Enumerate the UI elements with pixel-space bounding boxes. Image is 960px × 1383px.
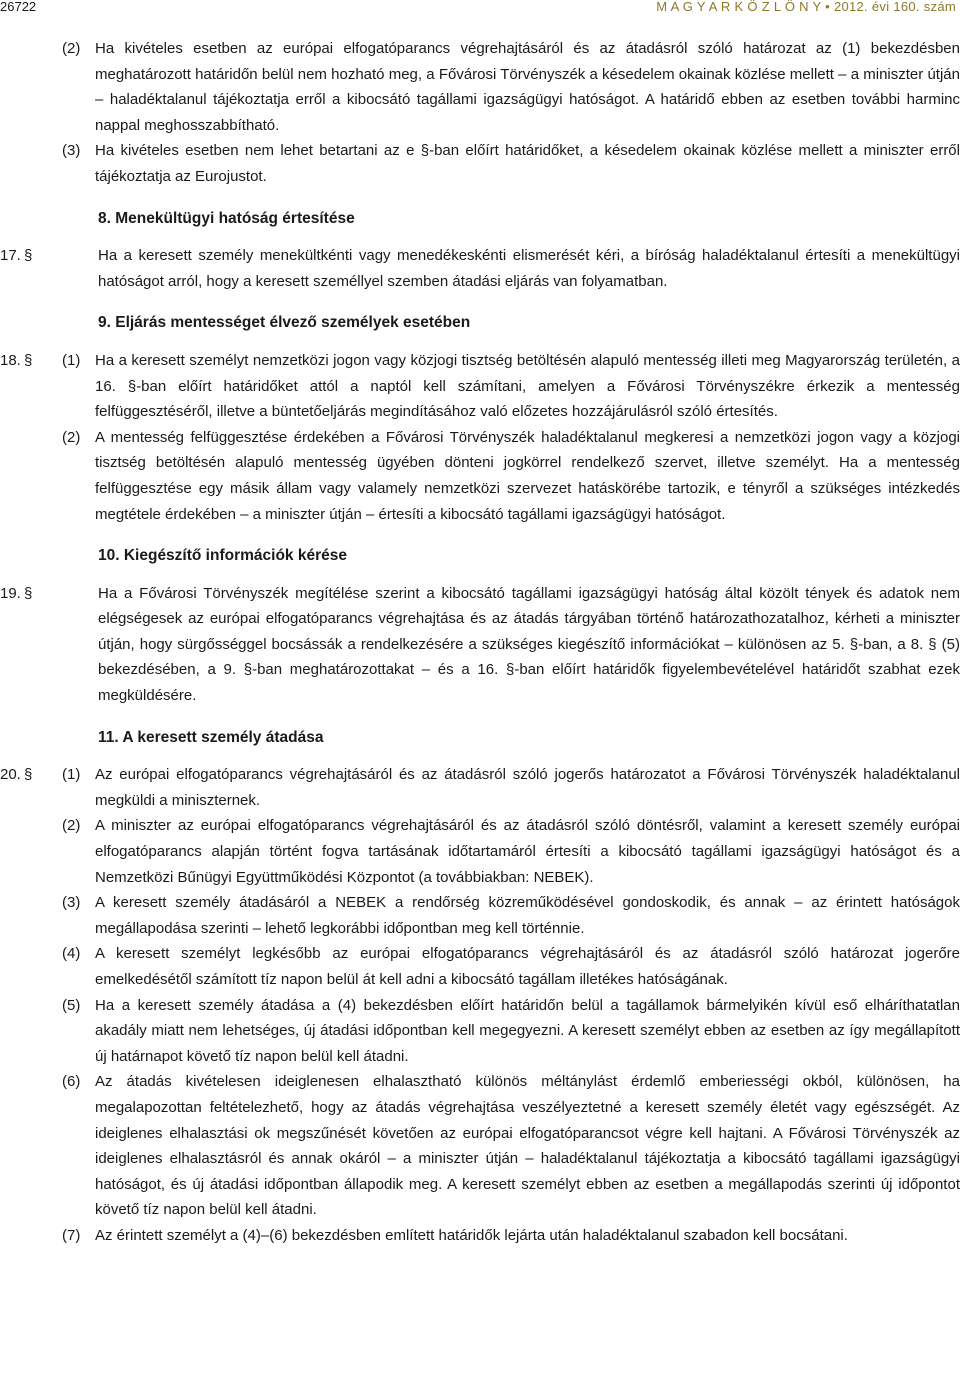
section-number	[0, 1069, 24, 1223]
paragraph	[0, 1069, 960, 1223]
paragraph-text: Ha kivételes esetben nem lehet betartani az e §-ban előírt határidőket, a késedelem okainak közlése mellett a miniszter erről tájékoztatja az Eurojustot.	[95, 142, 960, 185]
section-sign	[24, 36, 62, 138]
paragraph-text: Az átadás kivételesen ideiglenesen elhalasztható különös méltánylást érdemlő emberiességi okból, különösen, ha megalapozottan feltételezhető, hogy az átadás végrehajtása veszélyeztetné a keresett személy életét vagy egészségét. Az ideiglenes elhalasztási ok megszűnését követően az európai elfogatóparancsot végre kell hajtani. A Fővárosi Törvényszék az ideiglenes elhalasztásról és annak okáról – a miniszter útján – haladéktalanul tájékoztatja a kibocsátó tagállami igazságügyi hatóságot, és új átadási időpontban állapodik meg. A keresett személyt ebben az esetben a megállapodás szerinti új időpontot követő tíz napon belül kell átadni.	[95, 1073, 960, 1219]
section-number	[0, 36, 24, 138]
section-number	[0, 1223, 24, 1249]
paragraph	[0, 243, 960, 294]
paragraph-text: Az érintett személyt a (4)–(6) bekezdésben említett határidők lejárta után haladéktalanul szabadon kell bocsátani.	[95, 1226, 848, 1244]
section-number: 17.	[0, 247, 21, 265]
section-sign: §	[24, 766, 33, 784]
section-sign	[24, 941, 62, 992]
section-number	[0, 890, 24, 941]
section-heading: 11. A keresett személy átadása	[98, 728, 324, 746]
paragraph-text: Ha a keresett személy átadása a (4) bekezdésben előírt határidőn belül a tagállamok bármelyikén kívül eső elháríthatatlan akadály miatt nem lehetséges, új átadási időpontban kell megegyezni. A keresett személyt ebben az esetben az így megállapított új határnapot követő tíz napon belül kell átadni.	[95, 996, 960, 1065]
section-sign	[24, 890, 62, 941]
section-number	[0, 138, 24, 189]
section-sign: §	[24, 351, 33, 369]
paragraph	[0, 425, 960, 527]
subsection-number: (2)	[62, 817, 81, 835]
paragraph-text: Ha kivételes esetben az európai elfogatóparancs végrehajtásáról és az átadásról szóló határozat az (1) bekezdésben meghatározott határidőn belül nem hozható meg, a Fővárosi Törvényszék a késedelem okainak közlése mellett – a miniszter útján – haladéktalanul tájékoztatja erről a kibocsátó tagállami igazságügyi hatóságot. A határidő ebben az esetben további harminc nappal meghosszabbítható.	[95, 40, 960, 134]
section-sign	[24, 425, 62, 527]
section-number: 18.	[0, 351, 21, 369]
section-number	[0, 813, 24, 890]
section-number	[0, 993, 24, 1070]
paragraph	[0, 890, 960, 941]
paragraph	[0, 36, 960, 138]
subsection-number: (5)	[62, 996, 81, 1014]
paragraph-text: A keresett személyt legkésőbb az európai elfogatóparancs végrehajtásáról és az átadásról szóló határozat jogerőre emelkedésétől számított tíz napon belül át kell adni a kibocsátó tagállam illetékes hatóságának.	[95, 945, 960, 988]
section-sign	[24, 1069, 62, 1223]
paragraph	[0, 1223, 960, 1249]
subsection-number: (2)	[62, 428, 81, 446]
section-sign	[24, 813, 62, 890]
subsection-number: (3)	[62, 894, 81, 912]
subsection-number: (3)	[62, 142, 81, 160]
paragraph-text: Az európai elfogatóparancs végrehajtásáról és az átadásról szóló jogerős határozatot a Fővárosi Törvényszék haladéktalanul megküldi a miniszternek.	[95, 766, 960, 809]
section-sign: §	[24, 584, 33, 602]
paragraph-text: Ha a keresett személyt nemzetközi jogon vagy közjogi tisztség betöltésén alapuló mentesség illeti meg Magyarország területén, a 16. §-ban előírt határidőket attól a naptól kell számítani, amelyen a Fővárosi Törvényszékre érkezik a mentesség felfüggesztéséről, illetve a büntetőeljárás megindításához való előzetes hozzájárulásról szóló értesítés.	[95, 351, 960, 421]
section-number	[0, 425, 24, 527]
document-body	[0, 36, 960, 1249]
paragraph	[0, 813, 960, 890]
section-number	[0, 941, 24, 992]
section-number: 19.	[0, 584, 21, 602]
paragraph	[0, 762, 960, 813]
section-sign	[24, 1223, 62, 1249]
subsection-number: (7)	[62, 1226, 81, 1244]
paragraph-text: Ha a Fővárosi Törvényszék megítélése szerint a kibocsátó tagállami igazságügyi hatóság által közölt tények és adatok nem elégségesek az európai elfogatóparancs végrehajtása és az átadás tárgyában történő határozathozatalhoz, kérheti a miniszter útján, hogy sürgősséggel bocsássák a rendelkezésére a szükséges kiegészítő információkat – különösen az 5. §-ban, a 8. § (5) bekezdésében, a 9. §-ban meghatározottakat – és a 16. §-ban előírt határidők figyelembevételével határidőt szabhat ezek megküldésére.	[98, 584, 960, 705]
paragraph	[0, 581, 960, 709]
paragraph	[0, 138, 960, 189]
section-number: 20.	[0, 766, 21, 784]
subsection-number: (4)	[62, 945, 81, 963]
section-sign	[24, 993, 62, 1070]
section-heading: 9. Eljárás mentességet élvező személyek esetében	[98, 314, 471, 332]
paragraph-text: A keresett személy átadásáról a NEBEK a rendőrség közreműködésével gondoskodik, és annak – az érintett hatóságok megállapodása szerinti – lehető legkorábbi időpontban meg kell történnie.	[95, 894, 960, 937]
subsection-number: (1)	[62, 766, 81, 784]
paragraph	[0, 348, 960, 425]
subsection-number: (2)	[62, 40, 81, 57]
section-heading: 8. Menekültügyi hatóság értesítése	[98, 209, 355, 227]
paragraph	[0, 993, 960, 1070]
section-sign	[24, 138, 62, 189]
publication-title: M A G Y A R K Ö Z L Ö N Y • 2012. évi 160. szám	[656, 0, 956, 14]
paragraph-text: Ha a keresett személy menekültkénti vagy menedékeskénti elismerését kéri, a bíróság haladéktalanul értesíti a menekültügyi hatóságot arról, hogy a keresett személlyel szemben átadási eljárás van folyamatban.	[98, 247, 960, 290]
subsection-number: (6)	[62, 1073, 81, 1091]
page-number: 26722	[0, 0, 37, 14]
page-header	[0, 0, 960, 14]
paragraph-text: A miniszter az európai elfogatóparancs végrehajtásáról és az átadásról szóló döntésről, valamint a keresett személy európai elfogatóparancs alapján történt fogva tartásának időtartamáról értesíti a kibocsátó tagállami igazságügyi hatóságot és a Nemzetközi Bűnügyi Együttműködési Központot (a továbbiakban: NEBEK).	[95, 817, 960, 886]
paragraph	[0, 941, 960, 992]
paragraph-text: A mentesség felfüggesztése érdekében a Fővárosi Törvényszék haladéktalanul megkeresi a nemzetközi jogon vagy a közjogi tisztség betöltésén alapuló mentesség ügyében dönteni jogkörrel rendelkező szervet, illetve személyt. Ha a mentesség felfüggesztése egy másik állam vagy valamely nemzetközi szervezet hatáskörébe tartozik, e tényről a szükséges intézkedés megtétele érdekében – a miniszter útján – értesíti a kibocsátó tagállami igazságügyi hatóságot.	[95, 428, 960, 523]
section-heading: 10. Kiegészítő információk kérése	[98, 547, 347, 565]
subsection-number: (1)	[62, 351, 81, 369]
section-sign: §	[24, 247, 33, 265]
